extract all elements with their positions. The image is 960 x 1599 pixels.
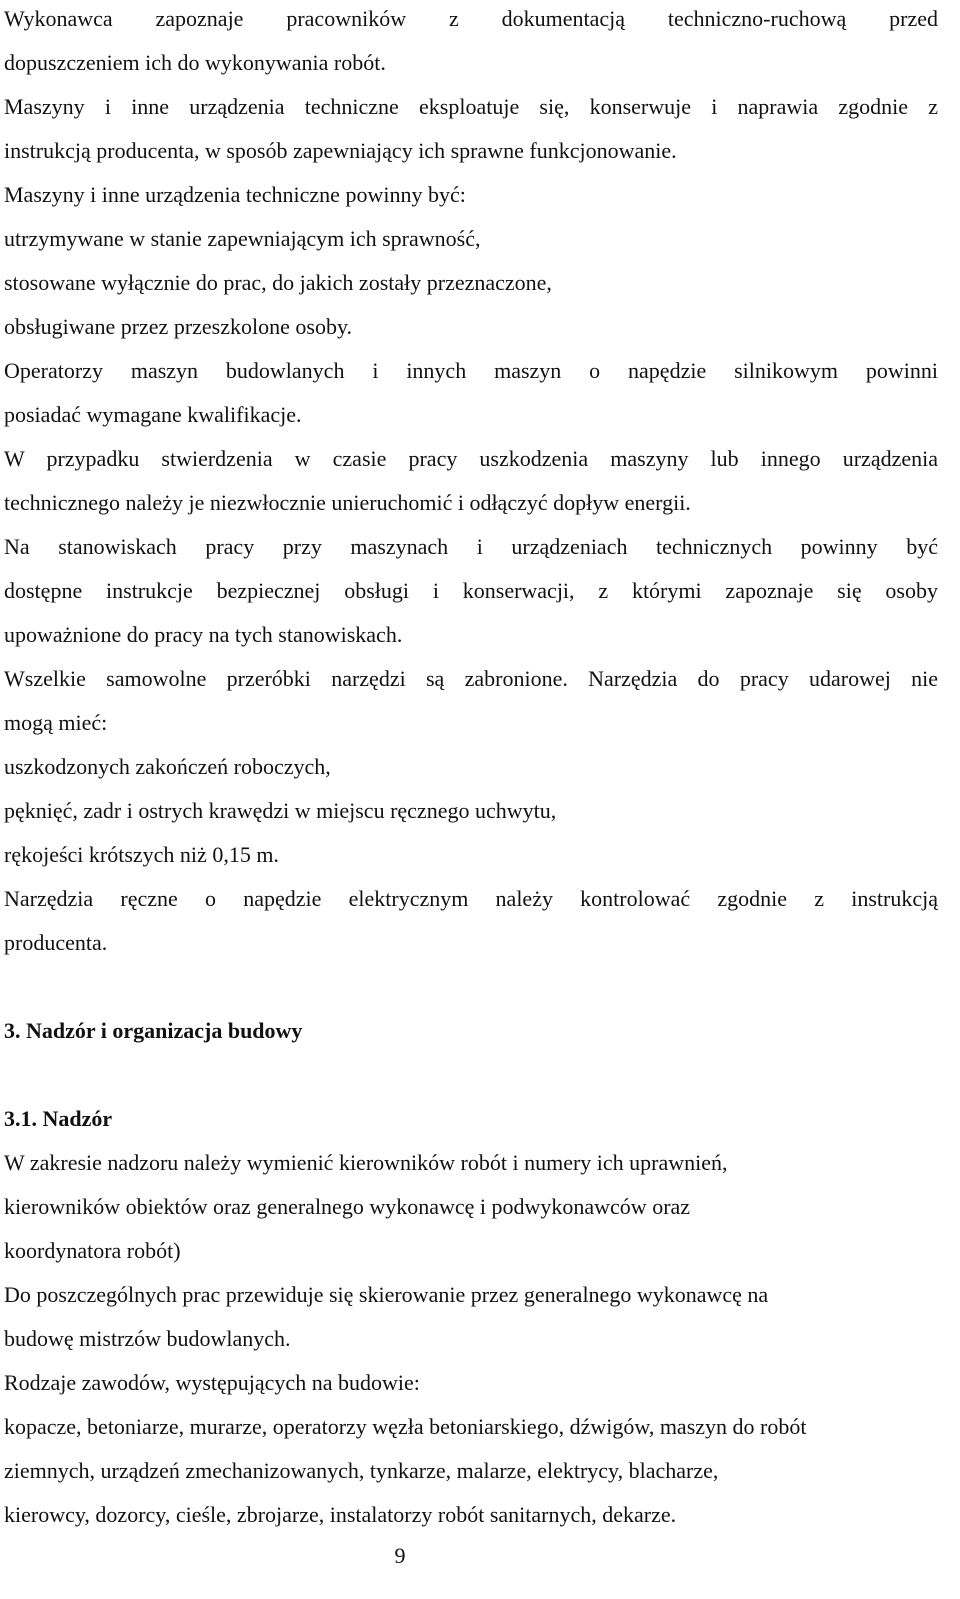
paragraph-line: kierowcy, dozorcy, cieśle, zbrojarze, instalatorzy robót sanitarnych, dekarze. <box>4 1502 677 1527</box>
section-heading: 3. Nadzór i organizacja budowy <box>4 1018 303 1043</box>
paragraph-line: posiadać wymagane kwalifikacje. <box>4 402 302 427</box>
paragraph-line: ziemnych, urządzeń zmechanizowanych, tynkarze, malarze, elektrycy, blacharze, <box>4 1458 719 1483</box>
spacer <box>4 965 938 1009</box>
paragraph-line: budowę mistrzów budowlanych. <box>4 1326 291 1351</box>
document-body <box>4 0 938 1537</box>
paragraph-line: W przypadku stwierdzenia w czasie pracy uszkodzenia maszyny lub innego urządzenia <box>4 446 938 471</box>
list-item: utrzymywane w stanie zapewniającym ich sprawność, <box>4 226 481 251</box>
list-item: obsługiwane przez przeszkolone osoby. <box>4 314 353 339</box>
paragraph-line: dostępne instrukcje bezpiecznej obsługi i konserwacji, z którymi zapoznaje się osoby <box>4 578 938 603</box>
paragraph-line: kopacze, betoniarze, murarze, operatorzy węzła betoniarskiego, dźwigów, maszyn do robót <box>4 1414 807 1439</box>
list-intro: Maszyny i inne urządzenia techniczne powinny być: <box>4 182 466 207</box>
paragraph-line: kierowników obiektów oraz generalnego wykonawcę i podwykonawców oraz <box>4 1194 691 1219</box>
paragraph-line: Na stanowiskach pracy przy maszynach i urządzeniach technicznych powinny być <box>4 534 938 559</box>
paragraph-line: Maszyny i inne urządzenia techniczne eksploatuje się, konserwuje i naprawia zgodnie z <box>4 94 938 119</box>
paragraph-line: upoważnione do pracy na tych stanowiskach. <box>4 622 403 647</box>
paragraph-line: Operatorzy maszyn budowlanych i innych maszyn o napędzie silnikowym powinni <box>4 358 938 383</box>
paragraph-line: producenta. <box>4 930 108 955</box>
list-item: pęknięć, zadr i ostrych krawędzi w miejscu ręcznego uchwytu, <box>4 798 557 823</box>
paragraph-line: Narzędzia ręczne o napędzie elektrycznym należy kontrolować zgodnie z instrukcją <box>4 886 938 911</box>
paragraph-line: mogą mieć: <box>4 710 108 735</box>
list-item: rękojeści krótszych niż 0,15 m. <box>4 842 279 867</box>
paragraph-line: instrukcją producenta, w sposób zapewniający ich sprawne funkcjonowanie. <box>4 138 677 163</box>
paragraph-line: Do poszczególnych prac przewiduje się skierowanie przez generalnego wykonawcę na <box>4 1282 769 1307</box>
list-intro: Rodzaje zawodów, występujących na budowie: <box>4 1370 420 1395</box>
subsection-heading: 3.1. Nadzór <box>4 1106 113 1131</box>
list-item: stosowane wyłącznie do prac, do jakich zostały przeznaczone, <box>4 270 552 295</box>
paragraph-line: koordynatora robót) <box>4 1238 181 1263</box>
paragraph-line: Wszelkie samowolne przeróbki narzędzi są zabronione. Narzędzia do pracy udarowej nie <box>4 666 938 691</box>
paragraph-line: technicznego należy je niezwłocznie unieruchomić i odłączyć dopływ energii. <box>4 490 691 515</box>
paragraph-line: dopuszczeniem ich do wykonywania robót. <box>4 50 386 75</box>
paragraph-line: W zakresie nadzoru należy wymienić kierowników robót i numery ich uprawnień, <box>4 1150 728 1175</box>
spacer <box>4 1053 938 1097</box>
page-number: 9 <box>394 1543 406 1568</box>
list-item: uszkodzonych zakończeń roboczych, <box>4 754 331 779</box>
paragraph-line: Wykonawca zapoznaje pracowników z dokumentacją techniczno-ruchową przed <box>4 6 938 31</box>
